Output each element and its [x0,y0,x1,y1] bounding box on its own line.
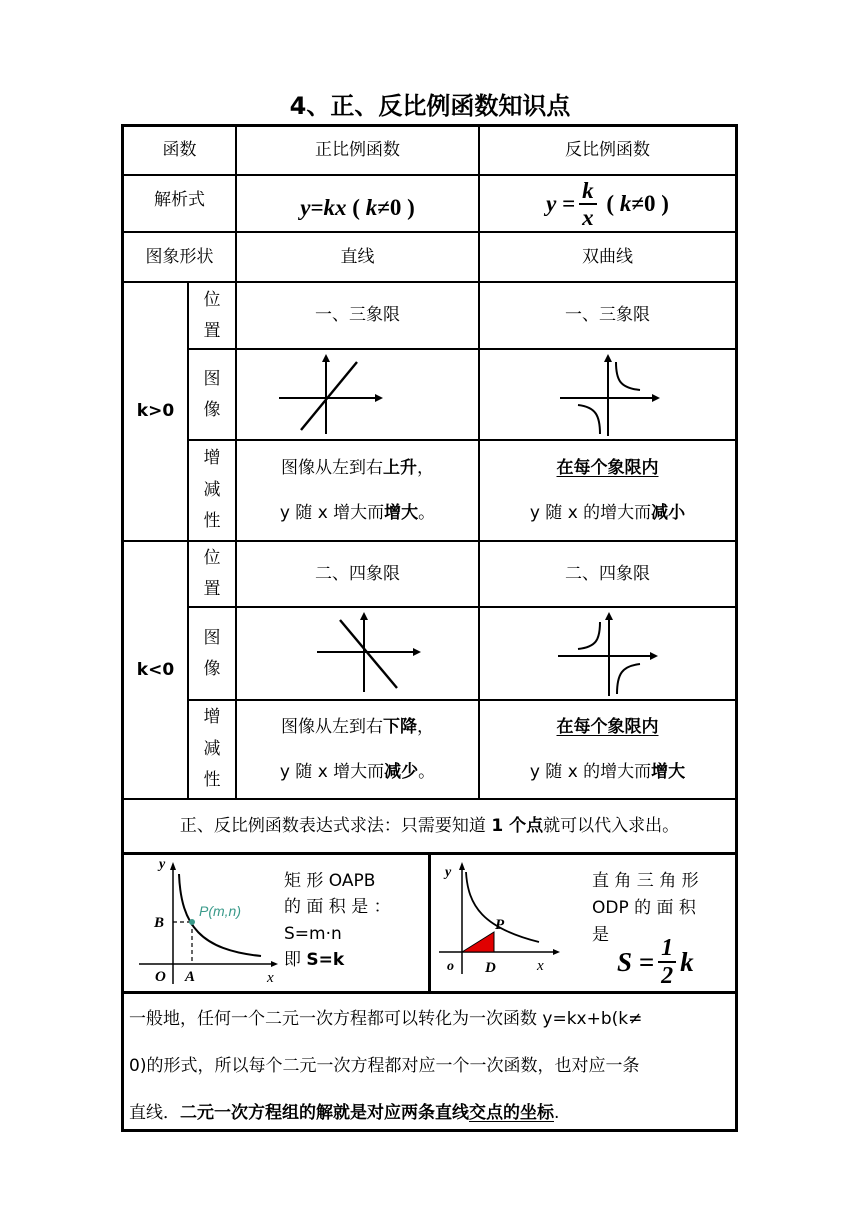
triangle-area-formula: S = $\frac{1}{2}$ k [617,935,694,989]
k-neg-direct-trend: 图像从左到右下降， y 随 x 增大而减少。 [279,717,436,782]
k-neg-graph-label: 图 像 [203,627,221,679]
method-row: 正、反比例函数表达式求法：只需要知道 1 个点就可以代入求出。 [179,815,680,836]
inverse-formula: y = $\frac{k}{x}$ ( k ≠0 ) [546,177,669,230]
rect-fig-b-label: B [154,915,165,931]
formula-label: 解析式 [154,189,205,210]
header-function: 函数 [162,140,197,161]
rect-fig-p-label: P(m,n) [199,903,241,919]
rect-area-figure [131,856,291,988]
k-pos-inverse-position: 一、三象限 [565,305,650,326]
tri-fig-d-label: D [485,960,496,976]
header-direct: 正比例函数 [315,140,400,161]
k-positive-label: k>0 [136,401,175,422]
rect-fig-y-label: y [159,857,166,872]
rect-fig-a-label: A [185,969,196,985]
k-neg-position-label: 位 置 [203,548,221,599]
k-pos-direct-graph [237,350,478,439]
rect-area-text: 矩 形 OAPB 的 面 积 是 ： S=m·n 即 S=k [284,871,391,971]
k-neg-trend-label: 增 减 性 [203,707,221,791]
triangle-area-text: 直 角 三 角 形 ODP 的 面 积 是 [592,871,699,946]
rect-fig-x-label: x [267,970,274,986]
k-negative-label: k<0 [136,659,175,680]
inverse-shape: 双曲线 [582,246,633,267]
k-pos-position-label: 位 置 [203,289,221,341]
triangle-area-figure [435,856,567,986]
tri-fig-p-label: P [495,917,505,933]
k-pos-inverse-graph [480,350,735,439]
k-pos-graph-label: 图 像 [203,368,221,420]
direct-formula: y=kx ( k ≠0 ) [300,194,415,220]
k-neg-direct-graph [237,608,478,699]
inverse-fraction: $\frac{k}{x}$ [579,179,597,229]
knowledge-table [121,124,738,1132]
k-pos-direct-trend: 图像从左到右上升， y 随 x 增大而增大。 [279,458,436,523]
page-title: 4、正、反比例函数知识点 [289,92,571,120]
k-neg-direct-position: 二、四象限 [315,563,400,584]
shape-label: 图象形状 [145,246,214,267]
direct-shape: 直线 [340,246,375,267]
k-pos-inverse-trend: 在每个象限内 y 随 x 的增大而减小 [529,458,686,523]
tri-fig-y-label: y [445,865,452,880]
tri-fig-x-label: x [537,958,544,974]
summary-paragraph: 一般地，任何一个二元一次方程都可以转化为一次函数 y=kx+b(k≠ 0)的形式，所以每个二元一次方程都对应一个一次函数，也对应一条 直线．二元一次方程组的解就是对应两条直线交点的坐标. [129,1009,643,1123]
tri-fig-o-label: o [447,959,454,974]
k-pos-trend-label: 增 减 性 [203,448,221,532]
rect-fig-o-label: O [155,969,166,985]
k-neg-inverse-graph [480,608,735,699]
k-neg-inverse-trend: 在每个象限内 y 随 x 的增大而增大 [529,717,686,782]
header-inverse: 反比例函数 [565,140,650,161]
k-pos-direct-position: 一、三象限 [315,305,400,326]
k-neg-inverse-position: 二、四象限 [565,563,650,584]
